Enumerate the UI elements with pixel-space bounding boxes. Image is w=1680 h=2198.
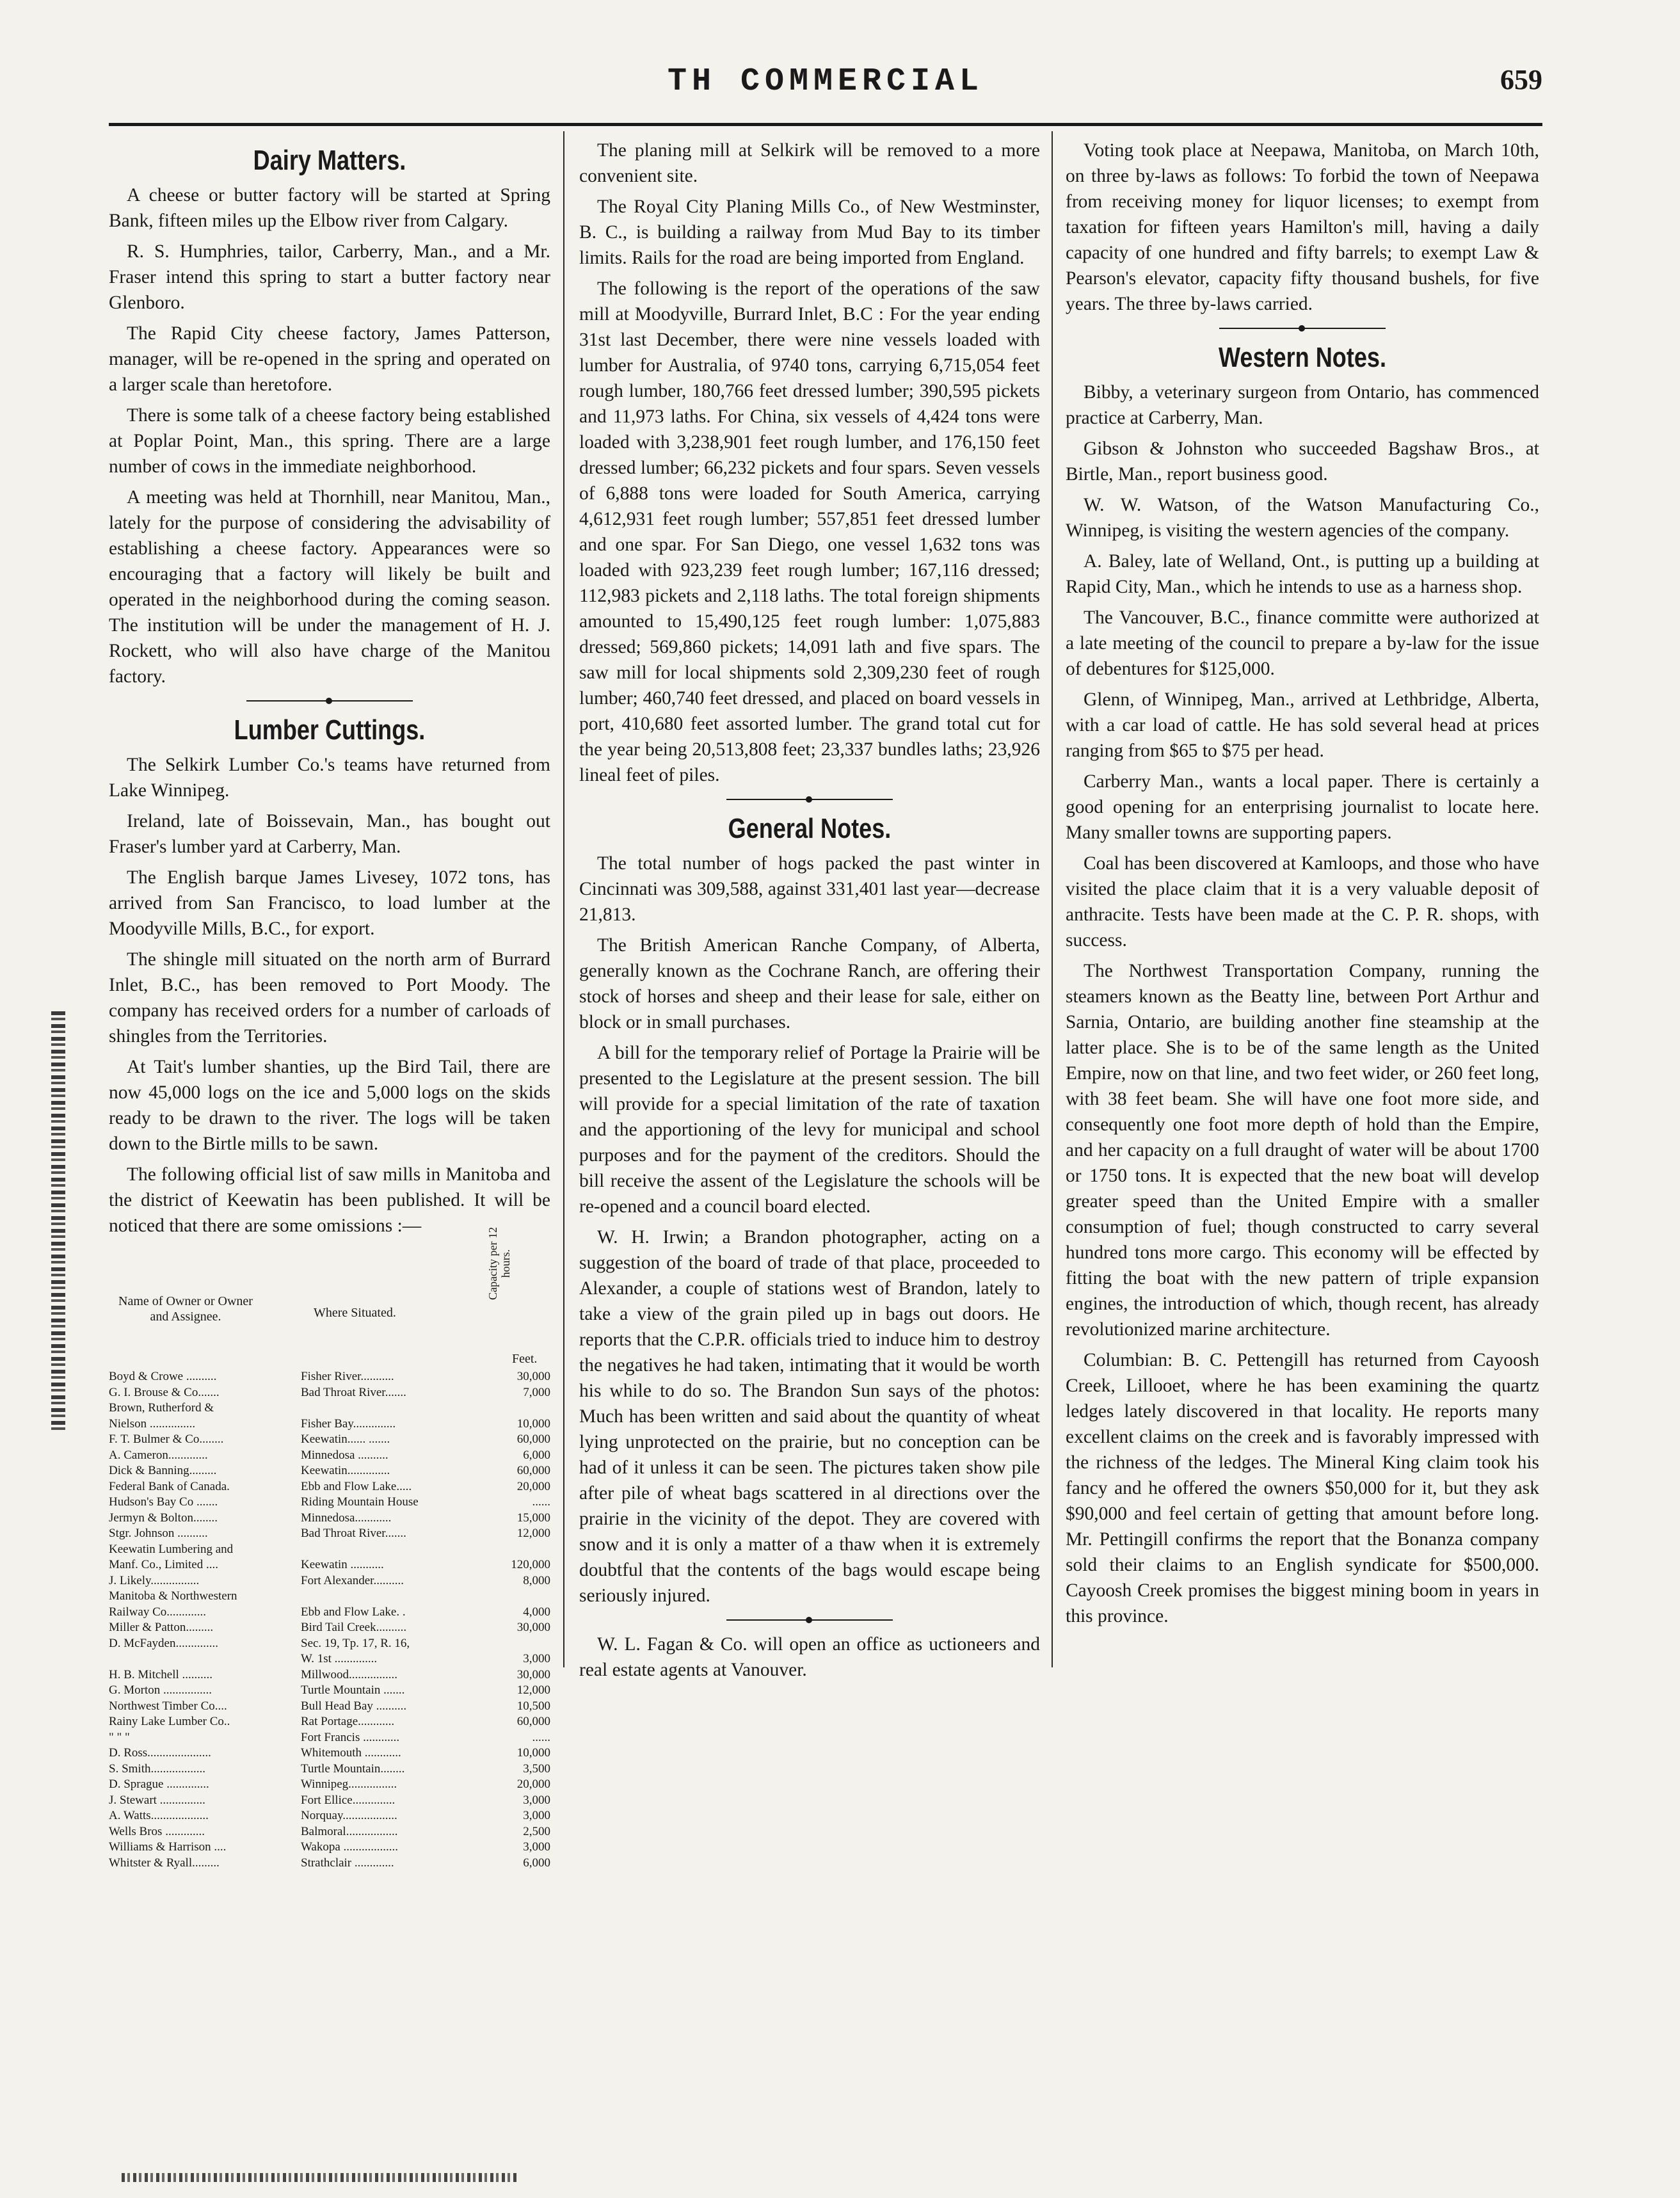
article-paragraph: The Rapid City cheese factory, James Patterson, manager, will be re-opened in the spring and operated on a larger scale than heretofore.: [109, 323, 550, 395]
article-paragraph: The Selkirk Lumber Co.'s teams have returned from Lake Winnipeg.: [109, 755, 550, 801]
table-row: [109, 1683, 550, 1699]
article-paragraph: Carberry Man., wants a local paper. There is certainly a good opening for an enterprising journalist to locate here. Many smaller towns are supporting papers.: [1066, 771, 1539, 843]
mill-location-cell: Millwood................: [301, 1667, 397, 1681]
mill-owner-cell: Wells Bros .............: [109, 1824, 205, 1838]
table-row: [109, 1777, 550, 1793]
table-row: [109, 1495, 550, 1511]
article-paragraph: Voting took place at Neepawa, Manitoba, on March 10th, on three by-laws as follows: To forbid the town of Neepawa from receiving money for liquor licenses; to exempt from taxation for fifteen years Hamilton's mill, having a daily capacity of one hundred and fifty barrels; to exempt Law & Pearson's elevator, capacity fifty thousand bushels, for five years. The three by-laws carried.: [1066, 140, 1539, 314]
masthead: [109, 61, 1542, 106]
mill-location-cell: Riding Mountain House: [301, 1495, 419, 1509]
article-paragraph: The British American Ranche Company, of Alberta, generally known as the Cochrane Ranch, are offering their stock of horses and sheep and their lease for sale, either on block or in small purchases.: [579, 935, 1040, 1032]
article-paragraph: A bill for the temporary relief of Portage la Prairie will be presented to the Legislature at the present session. The bill will provide for a special limitation of the rate of taxation and the apportioning of the levy for municipal and school purposes and for the payment of the creditors. Should the bill receive the assent of the Legislature the schools will be re-opened and a council board elected.: [579, 1043, 1040, 1217]
mill-location-cell: Fort Francis ............: [301, 1730, 400, 1744]
mill-owner-cell: Miller & Patton.........: [109, 1621, 214, 1634]
mill-capacity-cell: 10,500: [516, 1699, 550, 1713]
article-paragraph: The following official list of saw mills in Manitoba and the district of Keewatin has been published. It will be noticed that there are some omissions :—: [109, 1164, 550, 1236]
table-row: [109, 1856, 550, 1872]
section-heading-general: General Notes.: [728, 813, 892, 844]
table-row: [109, 1589, 550, 1605]
column-header-owner: Name of Owner or Owner and Assignee.: [118, 1294, 253, 1324]
mill-location-cell: Bad Throat River.......: [301, 1527, 406, 1540]
publication-title: TH COMMERCIAL: [667, 63, 984, 100]
mill-capacity-cell: 4,000: [523, 1605, 550, 1619]
table-row: [109, 1416, 550, 1432]
mill-owner-cell: Northwest Timber Co....: [109, 1699, 227, 1713]
mill-owner-cell: H. B. Mitchell ..........: [109, 1667, 213, 1681]
article-paragraph: Bibby, a veterinary surgeon from Ontario, has commenced practice at Carberry, Man.: [1066, 382, 1539, 428]
mill-location-cell: Rat Portage............: [301, 1715, 395, 1728]
mill-capacity-cell: 60,000: [516, 1464, 550, 1477]
table-row: [109, 1808, 550, 1824]
mill-owner-cell: G. Morton ................: [109, 1683, 212, 1697]
article-paragraph: The English barque James Livesey, 1072 tons, has arrived from San Francisco, to load lumber at the Moodyville Mills, B.C., for export.: [109, 867, 550, 939]
mill-owner-cell: Williams & Harrison ....: [109, 1840, 227, 1854]
section-heading-dairy: Dairy Matters.: [253, 145, 406, 176]
table-row: [109, 1479, 550, 1495]
table-row: [109, 1511, 550, 1527]
section-heading-lumber: Lumber Cuttings.: [234, 714, 426, 746]
mill-location-cell: Balmoral.................: [301, 1824, 398, 1838]
article-paragraph: W. H. Irwin; a Brandon photographer, acting on a suggestion of the board of trade of that place, proceeded to Alexander, a couple of stations west of Brandon, lately to take a view of the grain piled up in bags out doors. He reports that the C.P.R. officials tried to induce him to destroy the negatives he had taken, intimating that it would be worth his while to do so. The Brandon Sun says of the photos: Much has been written and said about the quantity of wheat lying unprotected on the prairie, but no conception can be had of it unless it can be seen. The pictures taken show pile after pile of wheat bags scattered in al directions over the prairie in the vicinity of the depot. They are covered with snow and it is only a matter of a thaw when it is extremely doubtful that the contents of the bags would escape being seriously injured.: [579, 1227, 1040, 1606]
mill-owner-cell: Keewatin Lumbering and: [109, 1542, 234, 1556]
article-paragraph: Gibson & Johnston who succeeded Bagshaw Bros., at Birtle, Man., report business good.: [1066, 438, 1539, 485]
table-row: [109, 1557, 550, 1573]
column-divider: [563, 131, 564, 1667]
page-number: 659: [1500, 64, 1542, 95]
header-rule: [109, 123, 1542, 126]
mill-location-cell: Norquay..................: [301, 1809, 397, 1822]
table-row: [109, 1369, 550, 1385]
section-separator: [726, 794, 893, 805]
mill-owner-cell: D. Ross.....................: [109, 1746, 211, 1760]
mill-location-cell: Strathclair .............: [301, 1856, 394, 1870]
mill-owner-cell: Railway Co.............: [109, 1605, 206, 1619]
mill-owner-cell: Federal Bank of Canada.: [109, 1479, 230, 1493]
article-paragraph: The total number of hogs packed the past winter in Cincinnati was 309,588, against 331,401 last year—decrease 21,813.: [579, 853, 1040, 925]
mill-capacity-cell: [493, 1636, 550, 1652]
table-row: [109, 1620, 550, 1636]
table-row: [109, 1714, 550, 1730]
column-3: [1066, 138, 1539, 1634]
mill-location-cell: W. 1st ..............: [301, 1652, 378, 1665]
mill-capacity-cell: 12,000: [516, 1683, 550, 1697]
mill-owner-cell: G. I. Brouse & Co.......: [109, 1385, 220, 1399]
mill-capacity-cell: 20,000: [516, 1777, 550, 1791]
mill-location-cell: [301, 1400, 493, 1416]
column-1: [109, 138, 550, 1871]
mill-owner-cell: " " ": [109, 1730, 130, 1744]
column-header-location: Where Situated.: [314, 1306, 396, 1320]
table-header: [109, 1227, 550, 1369]
mill-location-cell: [301, 1542, 493, 1558]
mill-capacity-cell: 3,000: [523, 1793, 550, 1807]
mill-capacity-cell: 3,000: [523, 1809, 550, 1822]
table-row: [109, 1745, 550, 1761]
mill-capacity-cell: 12,000: [516, 1527, 550, 1540]
mill-capacity-cell: [493, 1542, 550, 1558]
mill-location-cell: Keewatin..............: [301, 1464, 390, 1477]
mill-owner-cell: Jermyn & Bolton........: [109, 1511, 218, 1525]
mill-capacity-cell: 7,000: [523, 1385, 550, 1399]
scan-artifact: [122, 2173, 518, 2182]
mill-location-cell: [301, 1589, 493, 1605]
table-body: [109, 1369, 550, 1871]
mill-location-cell: Fisher Bay..............: [301, 1416, 396, 1431]
table-row: [109, 1573, 550, 1589]
mill-location-cell: Bird Tail Creek..........: [301, 1621, 407, 1634]
table-row: [109, 1463, 550, 1479]
mill-owner-cell: Whitster & Ryall.........: [109, 1856, 220, 1870]
mill-capacity-cell: 120,000: [511, 1558, 550, 1571]
mill-location-cell: Keewatin ...........: [301, 1558, 384, 1571]
table-row: [109, 1730, 550, 1746]
section-separator: [726, 1615, 893, 1625]
mill-location-cell: Fort Alexander..........: [301, 1573, 404, 1587]
table-row: [109, 1667, 550, 1683]
article-paragraph: R. S. Humphries, tailor, Carberry, Man., and a Mr. Fraser intend this spring to start a butter factory near Glenboro.: [109, 241, 550, 313]
mill-capacity-cell: 10,000: [516, 1416, 550, 1431]
mill-location-cell: Whitemouth ............: [301, 1746, 401, 1760]
article-paragraph: The Vancouver, B.C., finance committe were authorized at a late meeting of the council to prepare a by-law for the issue of debentures for $125,000.: [1066, 607, 1539, 679]
table-row: [109, 1526, 550, 1542]
table-row: [109, 1651, 550, 1667]
column-header-capacity: Capacity per 12 hours.: [486, 1227, 512, 1300]
article-paragraph: W. W. Watson, of the Watson Manufacturing Co., Winnipeg, is visiting the western agencies of the company.: [1066, 495, 1539, 541]
article-paragraph: The following is the report of the operations of the saw mill at Moodyville, Burrard Inlet, B.C : For the year ending 31st last December, there were nine vessels loaded with lumber for Australia, of 9740 tons, carrying 6,715,054 feet rough lumber, 180,766 feet dressed lumber; 390,595 pickets and 11,973 laths. For China, six vessels of 4,424 tons were loaded with 3,238,901 feet rough lumber, and 176,150 feet dressed lumber; 66,232 pickets and four spars. Seven vessels of 6,888 tons were loaded for South America, carrying 4,612,931 feet rough lumber; 557,851 feet dressed lumber and one spar. For San Diego, one vessel 1,632 tons was loaded with 923,239 feet rough lumber; 167,116 dressed; 112,983 pickets and 2,118 laths. The total foreign shipments amounted to 15,490,125 feet rough lumber: 1,075,883 dressed; 569,860 pickets; 14,091 lath and five spars. The saw mill for local shipments sold 2,309,230 feet of rough lumber; 460,740 feet dressed, and placed on board vessels in port, 410,680 feet assorted lumber. The grand total cut for the year being 20,513,808 feet; 23,337 bundles laths; 23,926 lineal feet of piles.: [579, 278, 1040, 785]
table-row: [109, 1542, 550, 1558]
mill-owner-cell: J. Stewart ...............: [109, 1793, 205, 1807]
mill-location-cell: Keewatin...... .......: [301, 1432, 390, 1446]
article-paragraph: A. Baley, late of Welland, Ont., is putting up a building at Rapid City, Man., which he intends to use as a harness shop.: [1066, 551, 1539, 597]
mill-capacity-cell: 6,000: [523, 1856, 550, 1870]
mill-capacity-cell: 60,000: [516, 1715, 550, 1728]
mill-location-cell: Ebb and Flow Lake. .: [301, 1605, 406, 1619]
mill-owner-cell: Manf. Co., Limited ....: [109, 1558, 218, 1571]
section-heading-western: Western Notes.: [1219, 342, 1386, 373]
column-header-unit: Feet.: [512, 1352, 538, 1366]
table-row: [109, 1605, 550, 1621]
mill-location-cell: Sec. 19, Tp. 17, R. 16,: [301, 1636, 410, 1650]
article-paragraph: The Northwest Transportation Company, running the steamers known as the Beatty line, between Port Arthur and Sarnia, Ontario, are building another fine steamship at the latter place. She is to be of the same length as the United Empire, now on that line, and two feet wider, or 260 feet long, with 38 feet beam. She will have one foot more side, and consequently one foot more depth of hold than the Empire, and her capacity on a full draught of water will be about 1700 or 1750 tons. It is expected that the new boat will develop greater speed than the United Empire with a smaller consumption of fuel; though constructed to carry several hundred tons more cargo. This economy will be effected by fitting the boat with the new pattern of triple expansion engines, the introduction of which, though recent, has already revolutionized marine architecture.: [1066, 961, 1539, 1340]
article-paragraph: The shingle mill situated on the north arm of Burrard Inlet, B.C., has been removed to Port Moody. The company has received orders for a number of carloads of shingles from the Territories.: [109, 949, 550, 1047]
section-separator: [246, 696, 413, 706]
mill-owner-cell: D. Sprague ..............: [109, 1777, 209, 1791]
column-2: [579, 138, 1040, 1688]
mill-capacity-cell: 30,000: [516, 1370, 550, 1383]
article-paragraph: Coal has been discovered at Kamloops, and those who have visited the place claim that it is a very valuable deposit of anthracite. Tests have been made at the C. P. R. shops, with success.: [1066, 853, 1539, 951]
mill-capacity-cell: 30,000: [516, 1621, 550, 1634]
mill-location-cell: Bad Throat River.......: [301, 1385, 406, 1399]
mill-capacity-cell: 10,000: [516, 1746, 550, 1760]
mill-capacity-cell: [493, 1589, 550, 1605]
table-row: [109, 1699, 550, 1715]
mill-owner-cell: Rainy Lake Lumber Co..: [109, 1715, 230, 1728]
mill-capacity-cell: ......: [532, 1730, 550, 1744]
mill-capacity-cell: 8,000: [523, 1573, 550, 1587]
mill-capacity-cell: 2,500: [523, 1824, 550, 1838]
mill-location-cell: Turtle Mountain........: [301, 1761, 405, 1776]
mill-location-cell: Minnedosa ..........: [301, 1448, 388, 1462]
mill-capacity-cell: 60,000: [516, 1432, 550, 1446]
mill-capacity-cell: ......: [532, 1495, 550, 1509]
scan-artifact: [51, 1011, 65, 1434]
mill-owner-cell: [109, 1651, 301, 1667]
mill-owner-cell: Brown, Rutherford &: [109, 1401, 214, 1415]
table-row: [109, 1761, 550, 1777]
article-paragraph: Ireland, late of Boissevain, Man., has bought out Fraser's lumber yard at Carberry, Man.: [109, 811, 550, 857]
mill-capacity-cell: 30,000: [516, 1667, 550, 1681]
mill-location-cell: Turtle Mountain .......: [301, 1683, 405, 1697]
mill-location-cell: Wakopa ..................: [301, 1840, 399, 1854]
mill-capacity-cell: 3,500: [523, 1761, 550, 1776]
table-row: [109, 1448, 550, 1464]
mill-location-cell: Fisher River...........: [301, 1370, 394, 1383]
mill-owner-cell: Boyd & Crowe ..........: [109, 1370, 217, 1383]
mill-capacity-cell: 3,000: [523, 1652, 550, 1665]
table-row: [109, 1385, 550, 1401]
mill-capacity-cell: 3,000: [523, 1840, 550, 1854]
saw-mill-table: [109, 1227, 550, 1871]
mill-capacity-cell: 6,000: [523, 1448, 550, 1462]
article-paragraph: The planing mill at Selkirk will be removed to a more convenient site.: [579, 140, 1040, 186]
mill-owner-cell: A. Cameron.............: [109, 1448, 208, 1462]
mill-capacity-cell: 20,000: [516, 1479, 550, 1493]
mill-owner-cell: Manitoba & Northwestern: [109, 1589, 237, 1603]
mill-owner-cell: Nielson ...............: [109, 1416, 196, 1431]
article-paragraph: At Tait's lumber shanties, up the Bird Tail, there are now 45,000 logs on the ice and 5,000 logs on the skids ready to be drawn to the river. The logs will be taken down to the Birtle mills to be sawn.: [109, 1057, 550, 1154]
mill-owner-cell: A. Watts...................: [109, 1809, 209, 1822]
article-paragraph: A meeting was held at Thornhill, near Manitou, Man., lately for the purpose of considering the advisability of establishing a cheese factory. Appearances were so encouraging that a factory will likely be built and operated in the neighborhood during the coming season. The institution will be under the management of H. J. Rockett, who will also have charge of the Manitou factory.: [109, 487, 550, 687]
mill-owner-cell: Dick & Banning.........: [109, 1464, 217, 1477]
column-divider: [1052, 131, 1053, 1667]
section-separator: [1219, 323, 1386, 333]
mill-owner-cell: J. Likely................: [109, 1573, 200, 1587]
article-paragraph: Columbian: B. C. Pettengill has returned from Cayoosh Creek, Lillooet, where he has been examining the quartz ledges lately discovered in that locality. He reports many excellent claims on the creek and is favorably impressed with the richness of the ledges. The Mineral King claim took his fancy and he offered the owners $50,000 for it, but they ask $90,000 and feel certain of getting that amount before long. Mr. Pettingill confirms the report that the Bonanza company sold their claims to an English syndicate for $500,000. Cayoosh Creek promises the biggest mining boom in years in this province.: [1066, 1350, 1539, 1626]
mill-owner-cell: D. McFayden..............: [109, 1636, 218, 1650]
mill-owner-cell: Stgr. Johnson ..........: [109, 1527, 208, 1540]
article-paragraph: A cheese or butter factory will be started at Spring Bank, fifteen miles up the Elbow river from Calgary.: [109, 185, 550, 231]
table-row: [109, 1793, 550, 1809]
table-row: [109, 1824, 550, 1840]
mill-location-cell: Fort Ellice..............: [301, 1793, 396, 1807]
table-row: [109, 1840, 550, 1856]
article-paragraph: There is some talk of a cheese factory being established at Poplar Point, Man., this spring. There are a large number of cows in the immediate neighborhood.: [109, 405, 550, 477]
mill-owner-cell: S. Smith..................: [109, 1761, 205, 1776]
mill-capacity-cell: 15,000: [516, 1511, 550, 1525]
table-row: [109, 1636, 550, 1652]
mill-location-cell: Bull Head Bay ..........: [301, 1699, 407, 1713]
mill-location-cell: Ebb and Flow Lake.....: [301, 1479, 412, 1493]
mill-location-cell: Winnipeg................: [301, 1777, 397, 1791]
mill-capacity-cell: [493, 1400, 550, 1416]
mill-location-cell: Minnedosa............: [301, 1511, 392, 1525]
mill-owner-cell: F. T. Bulmer & Co........: [109, 1432, 224, 1446]
article-paragraph: The Royal City Planing Mills Co., of New Westminster, B. C., is building a railway from Mud Bay to its timber limits. Rails for the road are being imported from England.: [579, 197, 1040, 268]
table-row: [109, 1432, 550, 1448]
mill-owner-cell: Hudson's Bay Co .......: [109, 1495, 218, 1509]
article-paragraph: Glenn, of Winnipeg, Man., arrived at Lethbridge, Alberta, with a car load of cattle. He has sold several head at prices ranging from $65 to $75 per head.: [1066, 689, 1539, 761]
table-row: [109, 1400, 550, 1416]
article-paragraph: W. L. Fagan & Co. will open an office as uctioneers and real estate agents at Vanouver.: [579, 1634, 1040, 1680]
